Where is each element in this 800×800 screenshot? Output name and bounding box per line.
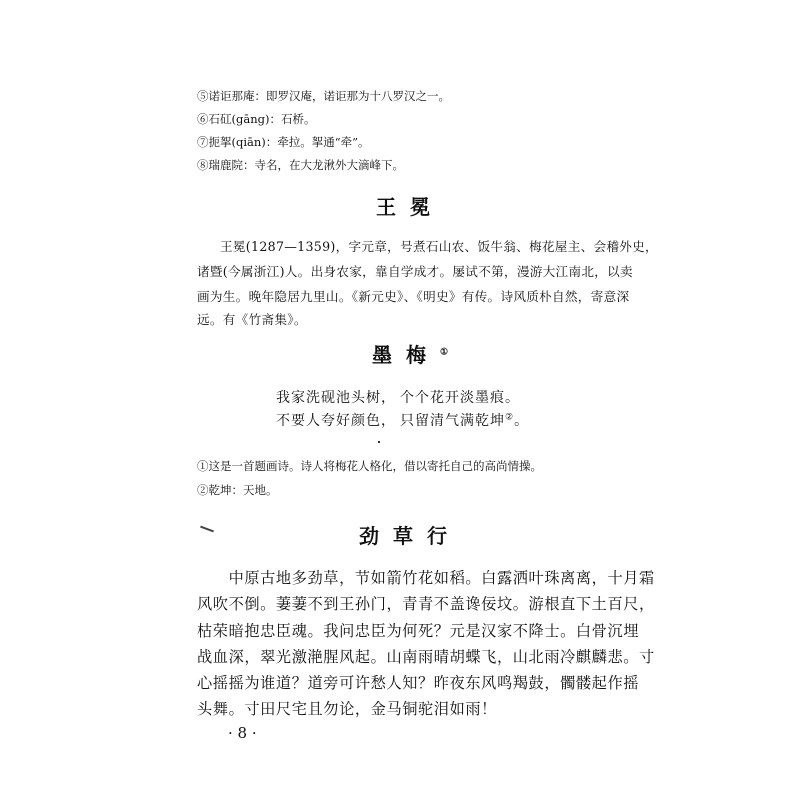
footnote: ⑦扼挐(qiān)：牵拉。挐通“牵”。	[197, 135, 370, 149]
poem-title: 劲草行	[359, 524, 461, 548]
bio-line: 王冕(1287—1359)，字元章，号煮石山农、饭牛翁、梅花屋主、会稽外史，	[220, 239, 658, 254]
note-marker: ②	[505, 412, 515, 423]
poem-line-right: 个个花开淡墨痕。	[400, 390, 520, 406]
footnote: ⑧瑞鹿院：寺名，在大龙湫外大滴峰下。	[197, 158, 404, 172]
footnote: ②乾坤：天地。	[197, 483, 278, 497]
poem-title	[0, 339, 800, 368]
poem-text: 只留清气满乾坤	[400, 413, 505, 429]
text-line: 头舞。寸田尺宅且勿论，金马铜驼泪如雨！	[197, 700, 497, 718]
scan-speck	[378, 441, 380, 443]
author-title: 王冕	[376, 195, 444, 219]
poem-line-right	[400, 410, 529, 430]
text-line: 枯荣暗抱忠臣魂。我问忠臣为何死？元是汉家不降士。白骨沉埋	[197, 622, 640, 640]
poem-line-left: 不要人夸好颜色，	[276, 413, 396, 429]
footnote: ⑤诺讵那庵：即罗汉庵，诺讵那为十八罗汉之一。	[197, 89, 450, 103]
text-line: 战血深，翠光激滟腥风起。山南雨晴胡蝶飞，山北雨冷麒麟悲。寸	[197, 648, 655, 666]
text-line: 心摇摇为谁道？道旁可许愁人知？昨夜东风鸣羯鼓，髑髅起作摇	[197, 674, 640, 692]
poem-title-text: 墨梅	[371, 343, 440, 367]
footnote: ⑥石矼(gāng)：石桥。	[197, 112, 316, 126]
footnote: ①这是一首题画诗。诗人将梅花人格化，借以寄托自己的高尚情操。	[197, 459, 542, 473]
bio-line: 画为生。晚年隐居九里山。《新元史》、《明史》有传。诗风质朴自然，寄意深	[197, 289, 630, 304]
punctuation: 。	[514, 413, 530, 429]
bio-line: 诸暨(今属浙江)人。出身农家，靠自学成才。屡试不第，漫游大江南北，以卖	[197, 264, 633, 279]
poem-line-left: 我家洗砚池头树，	[276, 390, 396, 406]
note-marker: ①	[439, 347, 449, 358]
bio-line: 远。有《竹斋集》。	[197, 312, 307, 327]
text-line: 中原古地多劲草，节如箭竹花如稻。白露洒叶珠离离，十月霜	[197, 569, 655, 587]
text-line: 风吹不倒。萋萋不到王孙门，青青不盖谗佞坟。游根直下土百尺，	[197, 595, 655, 613]
page-number: · 8 ·	[228, 724, 257, 742]
